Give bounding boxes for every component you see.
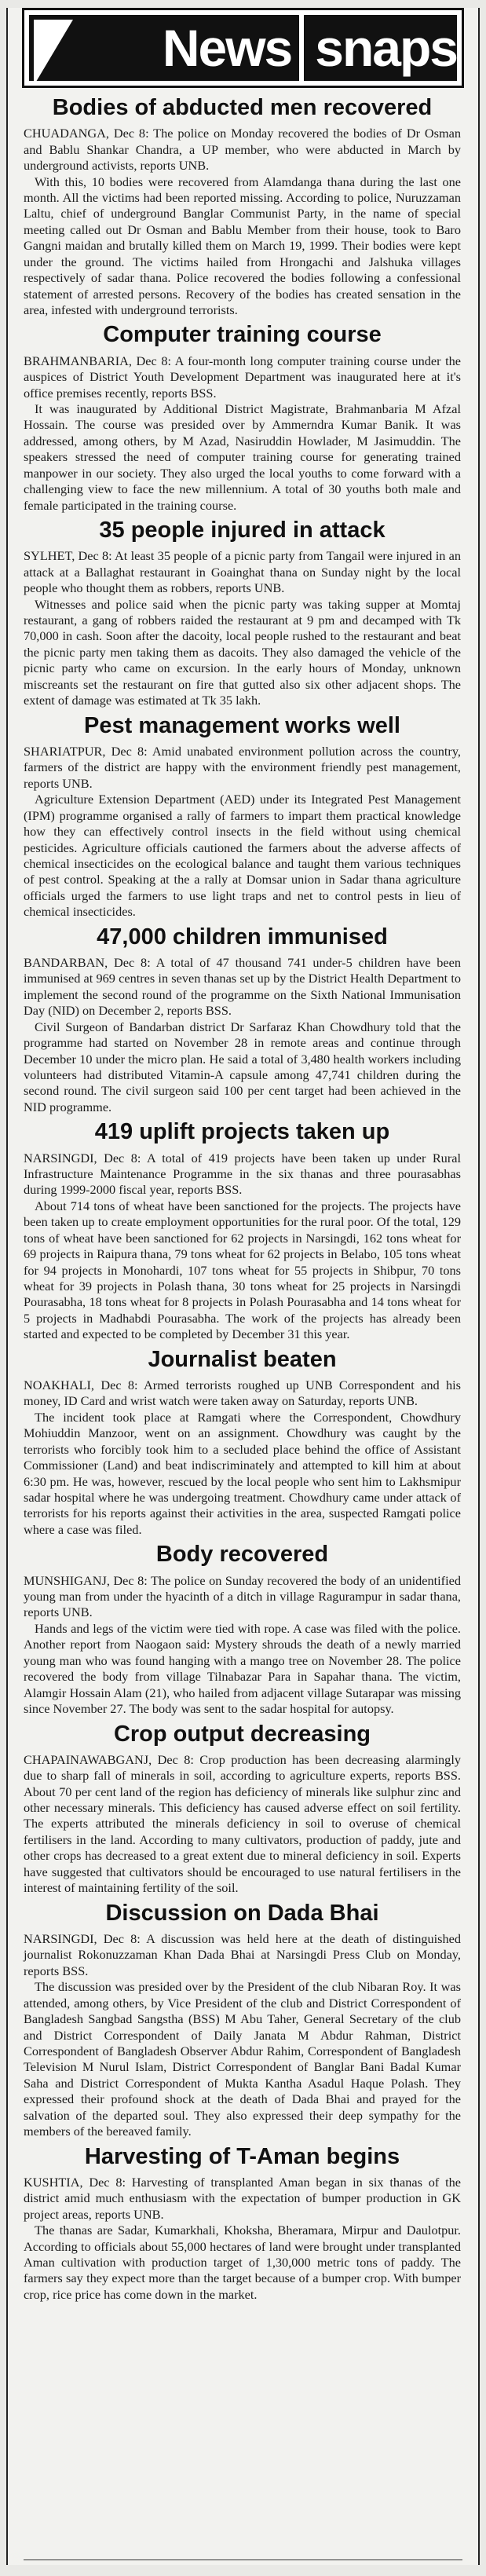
story-children-immunised <box>24 924 461 1116</box>
story-paragraph: NARSINGDI, Dec 8: A total of 419 projects have been taken up under Rural Infrastructure Maintenance Programme in the six thanas and three pourasabhas during 1999-2000 fiscal year, reports BSS. <box>24 1150 461 1198</box>
story-paragraph: The incident took place at Ramgati where the Correspondent, Chowdhury Mohiuddin Manzoor, went on an assignment. Chowdhury was caught by the terrorists who forcibly took him to a secluded place behind the office of Assistant Commissioner (Land) and beat indiscriminately and attempted to kill him at about 6:30 pm. He was, however, rescued by the local people who sent him to Lakhsmipur sadar hospital where he was undergoing treatment. Chowdhury came under attack of terrorists for his reports against their activities in the area, suspected Ramgati police where a case was filed. <box>24 1409 461 1537</box>
story-body <box>24 1931 461 2140</box>
story-uplift-projects <box>24 1118 461 1342</box>
story-body <box>24 353 461 514</box>
story-body <box>24 1573 461 1718</box>
story-dada-bhai <box>24 1900 461 2140</box>
newspaper-page <box>6 8 480 2565</box>
story-headline: 419 uplift projects taken up <box>94 1119 390 1145</box>
stories-column <box>8 94 478 2303</box>
masthead-right-panel <box>299 15 457 81</box>
story-paragraph: BRAHMANBARIA, Dec 8: A four-month long computer training course under the auspices of District Youth Development Department was inaugurated here at it's office premises recently, reports BSS. <box>24 353 461 401</box>
story-paragraph: SHARIATPUR, Dec 8: Amid unabated environment pollution across the country, farmers of the district are happy with the environment friendly pest management, reports UNB. <box>24 743 461 791</box>
story-headline: Discussion on Dada Bhai <box>105 1900 379 1926</box>
story-headline: Harvesting of T-Aman begins <box>84 2143 400 2169</box>
story-body-recovered <box>24 1541 461 1717</box>
story-t-aman-harvest <box>24 2143 461 2303</box>
story-paragraph: Civil Surgeon of Bandarban district Dr Sarfaraz Khan Chowdhury told that the programme had started on November 28 in remote areas and continue through December 10 under the micro plan. He said a total of 3,480 health workers including volunteers had distributed Vitamin-A capsule among 47,741 children during the second round. The civil surgeon said 100 per cent target had been achieved in the NID programme. <box>24 1019 461 1114</box>
story-crop-output <box>24 1721 461 1897</box>
story-body <box>24 2175 461 2303</box>
story-paragraph: It was inaugurated by Additional District Magistrate, Brahmanbaria M Afzal Hossain. The course was presided over by Ammerndra Kumar Banik. It was addressed, among others, by M Azad, Nasiruddin Howlader, M Jasimuddin. The speakers stressed the need of computer training course for generating trained manpower in our society. They also urged the local youths to come forward with a challenging view to face the new millennium. A total of 30 youths both male and female participated in the training course. <box>24 401 461 513</box>
story-people-injured <box>24 517 461 709</box>
story-body <box>24 1378 461 1538</box>
story-body <box>24 1752 461 1897</box>
story-paragraph: KUSHTIA, Dec 8: Harvesting of transplanted Aman began in six thanas of the district amid much enthusiasm with the expectation of bumper production in GK project areas, reports UNB. <box>24 2174 461 2222</box>
story-bodies-recovered <box>24 94 461 318</box>
story-paragraph: Agriculture Extension Department (AED) under its Integrated Pest Management (IPM) programme organised a rally of farmers to impart them practical knowledge how they can effectively control insects in the field without using chemical pesticides. Agriculture officials cautioned the farmers about the adverse affects of chemical insecticides on the ecological balance and taught them various techniques of pest control. Speaking at the a rally at Domsar union in Sadar thana agriculture officials urged the farmers to use light traps and net to control pests in lieu of chemical insecticides. <box>24 792 461 920</box>
masthead-left-panel <box>29 15 299 81</box>
story-computer-training <box>24 321 461 514</box>
masthead-corner-decoration <box>34 20 73 86</box>
masthead-word-news: News <box>162 19 292 77</box>
story-body <box>24 955 461 1115</box>
story-headline: 35 people injured in attack <box>99 518 386 543</box>
story-paragraph: NARSINGDI, Dec 8: A discussion was held here at the death of distinguished journalist Rokonuzzaman Khan Dada Bhai at Narsingdi Press Club on Monday, reports BSS. <box>24 1930 461 1978</box>
story-body <box>24 126 461 318</box>
masthead <box>22 8 464 88</box>
story-paragraph: NOAKHALI, Dec 8: Armed terrorists roughed up UNB Correspondent and his money, ID Card and wrist watch were taken away on Saturday, reports UNB. <box>24 1377 461 1409</box>
story-headline: Crop output decreasing <box>113 1721 371 1747</box>
story-paragraph: CHUADANGA, Dec 8: The police on Monday recovered the bodies of Dr Osman and Bablu Shankar Chandra, a UP member, who were abducted in March by underground activists, reports UNB. <box>24 126 461 174</box>
story-paragraph: MUNSHIGANJ, Dec 8: The police on Sunday recovered the body of an unidentified young man from under the hyacinth of a ditch in village Ragurampur in sadar thana, reports UNB. <box>24 1572 461 1620</box>
story-headline: Bodies of abducted men recovered <box>52 95 433 120</box>
story-paragraph: Hands and legs of the victim were tied with rope. A case was filed with the police. Another report from Naogaon said: Mystery shrouds the death of a newly married young man who was found hanging with a mango tree on November 28. The police recovered the body from village Tilnabazar Para in Sapahar thana. The victim, Alamgir Hossain Alam (21), who hailed from adjacent village Sutarapar was missing since November 27. The body was sent to the sadar hospital for autopsy. <box>24 1620 461 1717</box>
story-headline: Body recovered <box>155 1542 329 1568</box>
story-paragraph: The thanas are Sadar, Kumarkhali, Khoksha, Bheramara, Mirpur and Daulotpur. According to officials about 55,000 hectares of land were brought under transplanted Aman cultivation with production target of 1,30,000 metric tons of paddy. The farmers say they expect more than the target because of a bumper crop. With bumper crop, rice price has come down in the market. <box>24 2223 461 2302</box>
story-headline: Journalist beaten <box>148 1346 337 1372</box>
story-paragraph: SYLHET, Dec 8: At least 35 people of a picnic party from Tangail were injured in an attack at a Ballaghat restaurant in Goainghat thana on Sunday night by the local people who thought them as robbers, reports UNB. <box>24 548 461 596</box>
story-paragraph: About 714 tons of wheat have been sanctioned for the projects. The projects have been taken up to create employment opportunities for the rural poor. Of the total, 129 tons of wheat have been sanctioned for 62 projects in Narsingdi, 162 tons wheat for 69 projects in Raipura thana, 79 tons wheat for 62 projects in Belabo, 105 tons wheat for 94 projects in Monohardi, 107 tons wheat for 55 projects in Shibpur, 70 tons wheat for 39 projects in Polash thana, 30 tons wheat for 25 projects in Narsingdi Pourasabha, 18 tons wheat for 8 projects in Polash Pourasabha and 14 tons wheat for 5 projects in Madhabdi Pourasabha. The work of the projects has already been started and expected to be completed by December 31 this year. <box>24 1198 461 1342</box>
story-paragraph: Witnesses and police said when the picnic party was taking supper at Momtaj restaurant, a gang of robbers raided the restaurant at 9 pm and decamped with Tk 70,000 in cash. Soon after the dacoity, local people rushed to the restaurant and beat the picnic party men taking them as dacoits. They also damaged the vehicle of the picnic party who came on excursion. In the early hours of Monday, unknown miscreants set the restaurant on fire that gutted also six other adjacent shops. The extent of damage was estimated at Tk 35 lakh. <box>24 596 461 708</box>
story-headline: Pest management works well <box>84 712 400 738</box>
story-paragraph: With this, 10 bodies were recovered from Alamdanga thana during the last one month. All the victims had been reported missing. According to police, Nuruzzaman Laltu, chief of underground Banglar Communist Party, in the name of special meeting called out Dr Osman and Bablu Member from their house, took to Baro Gangni maidan and brutally killed them on March 19, 1999. Their bodies were kept under the ground. The victims hailed from Hrongachi and Jalshuka villages respectively of sadar thana. Police recovered the bodies following a confessional statement of arrested persons. Recovery of the bodies has created sensation in the area, infested with underground terrorists. <box>24 174 461 318</box>
story-headline: 47,000 children immunised <box>97 924 388 950</box>
story-paragraph: The discussion was presided over by the President of the club Nibaran Roy. It was attended, among others, by Vice President of the club and District Correspondent of Bangladesh Sangbad Sangstha (BSS) M Abu Taher, General Secretary of the club and District Correspondent of Daily Janata M Abdur Rahman, District Correspondent of Bangladesh Observer Abdur Rahim, Correspondent of Bangladesh Television M Nurul Islam, District Correspondent of Banglar Bani Badal Kumar Saha and District Correspondent of Mukta Kantha Asadul Haque Polash. They expressed their profound shock at the death of Dada Bhai and prayed for the salvation of the departed soul. They also expressed their deep sympathy for the members of the bereaved family. <box>24 1979 461 2139</box>
story-body <box>24 1151 461 1343</box>
story-headline: Computer training course <box>103 322 382 348</box>
story-journalist-beaten <box>24 1346 461 1539</box>
story-body <box>24 548 461 708</box>
story-pest-management <box>24 712 461 920</box>
masthead-word-snaps: snaps <box>315 19 457 77</box>
story-body <box>24 744 461 920</box>
story-paragraph: CHAPAINAWABGANJ, Dec 8: Crop production has been decreasing alarmingly due to sharp fall of minerals in soil, according to agriculture experts, reports BSS. About 70 per cent land of the region has deficiency of minerals like sulphur zinc and other necessary minerals. This deficiency has caused adverse effect on soil fertility. The experts attributed the minerals deficiency in soil to overuse of chemical fertilisers in the land. According to many cultivators, production of paddy, jute and other crops has decreased to a great extent due to mineral deficiency in soil. Experts have suggested that cultivators should be encouraged to use natural fertilisers in the interest of maintaining fertility of the soil. <box>24 1751 461 1896</box>
story-paragraph: BANDARBAN, Dec 8: A total of 47 thousand 741 under-5 children have been immunised at 969 centres in seven thanas set up by the District Health Department to implement the second round of the programme on the Sixth National Immunisation Day (NID) on December 2, reports BSS. <box>24 954 461 1019</box>
